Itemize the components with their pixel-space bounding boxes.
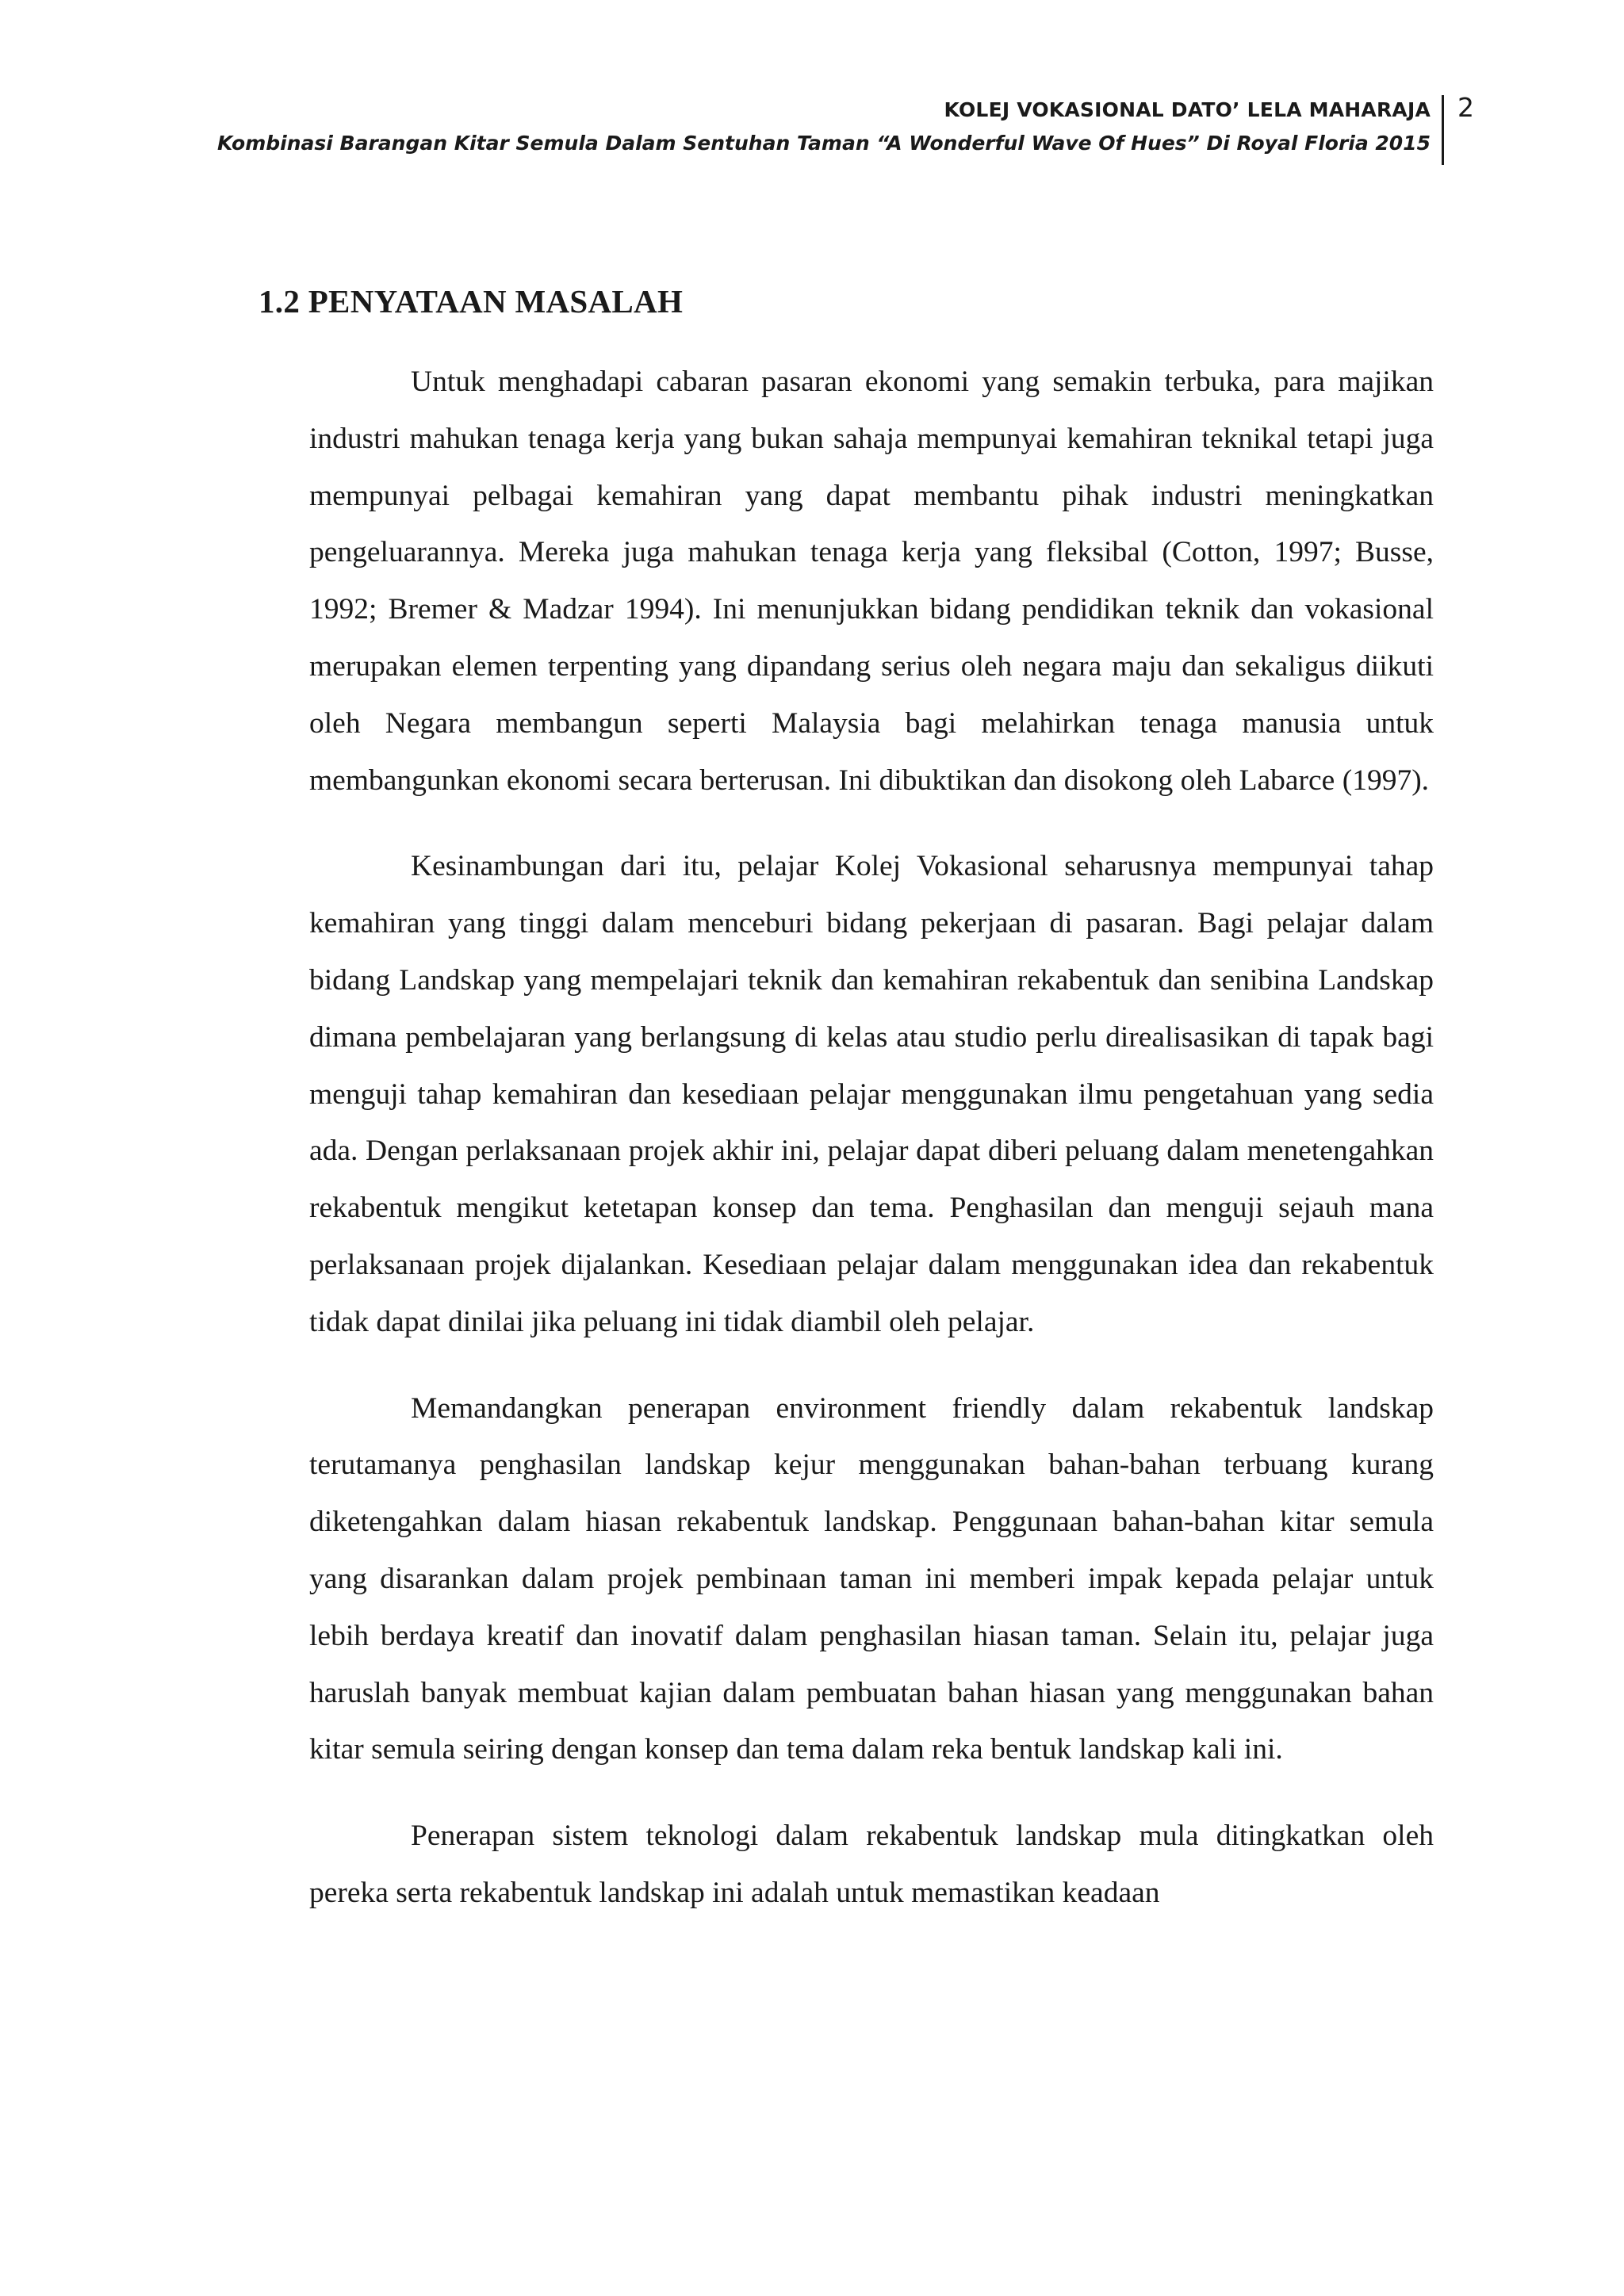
section-heading: 1.2 PENYATAAN MASALAH [259,283,684,320]
paragraph-2: Kesinambungan dari itu, pelajar Kolej Vokasional seharusnya mempunyai tahap kemahiran yang tinggi dalam menceburi bidang pekerjaan di pasaran. Bagi pelajar dalam bidang Landskap yang mempelajari teknik dan kemahiran rekabentuk dan senibina Landskap dimana pembelajaran yang berlangsung di kelas atau studio perlu direalisasikan di tapak bagi menguji tahap kemahiran dan kesediaan pelajar menggunakan ilmu pengetahuan yang sedia ada. Dengan perlaksanaan projek akhir ini, pelajar dapat diberi peluang dalam menetengahkan rekabentuk mengikut ketetapan konsep dan tema. Penghasilan dan menguji sejauh mana perlaksanaan projek dijalankan. Kesediaan pelajar dalam menggunakan idea dan rekabentuk tidak dapat dinilai jika peluang ini tidak diambil oleh pelajar. [309,850,1434,1338]
section-body [309,354,1434,1951]
paragraph-1: Untuk menghadapi cabaran pasaran ekonomi yang semakin terbuka, para majikan industri mahukan tenaga kerja yang bukan sahaja mempunyai kemahiran teknikal tetapi juga mempunyai pelbagai kemahiran yang dapat membantu pihak industri meningkatkan pengeluarannya. Mereka juga mahukan tenaga kerja yang fleksibal (Cotton, 1997; Busse, 1992; Bremer & Madzar 1994). Ini menunjukkan bidang pendidikan teknik dan vokasional merupakan elemen terpenting yang dipandang serius oleh negara maju dan sekaligus diikuti oleh Negara membangun seperti Malaysia bagi melahirkan tenaga manusia untuk membangunkan ekonomi secara berterusan. Ini dibuktikan dan disokong oleh Labarce (1997). [309,365,1434,797]
header-institution: KOLEJ VOKASIONAL DATO’ LELA MAHARAJA [944,98,1431,121]
page-number: 2 [1457,92,1474,123]
header-subtitle: Kombinasi Barangan Kitar Semula Dalam Sentuhan Taman “A Wonderful Wave Of Hues” Di Royal Floria 2015 [217,132,1431,155]
paragraph-4: Penerapan sistem teknologi dalam rekabentuk landskap mula ditingkatkan oleh pereka serta rekabentuk landskap ini adalah untuk memastikan keadaan [309,1820,1434,1909]
paragraph-3: Memandangkan penerapan environment friendly dalam rekabentuk landskap terutamanya penghasilan landskap kejur menggunakan bahan-bahan terbuang kurang diketengahkan dalam hiasan rekabentuk landskap. Penggunaan bahan-bahan kitar semula yang disarankan dalam projek pembinaan taman ini memberi impak kepada pelajar untuk lebih berdaya kreatif dan inovatif dalam penghasilan hiasan taman. Selain itu, pelajar juga haruslah banyak membuat kajian dalam pembuatan bahan hiasan yang menggunakan bahan kitar semula seiring dengan konsep dan tema dalam reka bentuk landskap kali ini. [309,1391,1434,1766]
running-header [82,94,1431,160]
header-divider [1442,95,1444,165]
